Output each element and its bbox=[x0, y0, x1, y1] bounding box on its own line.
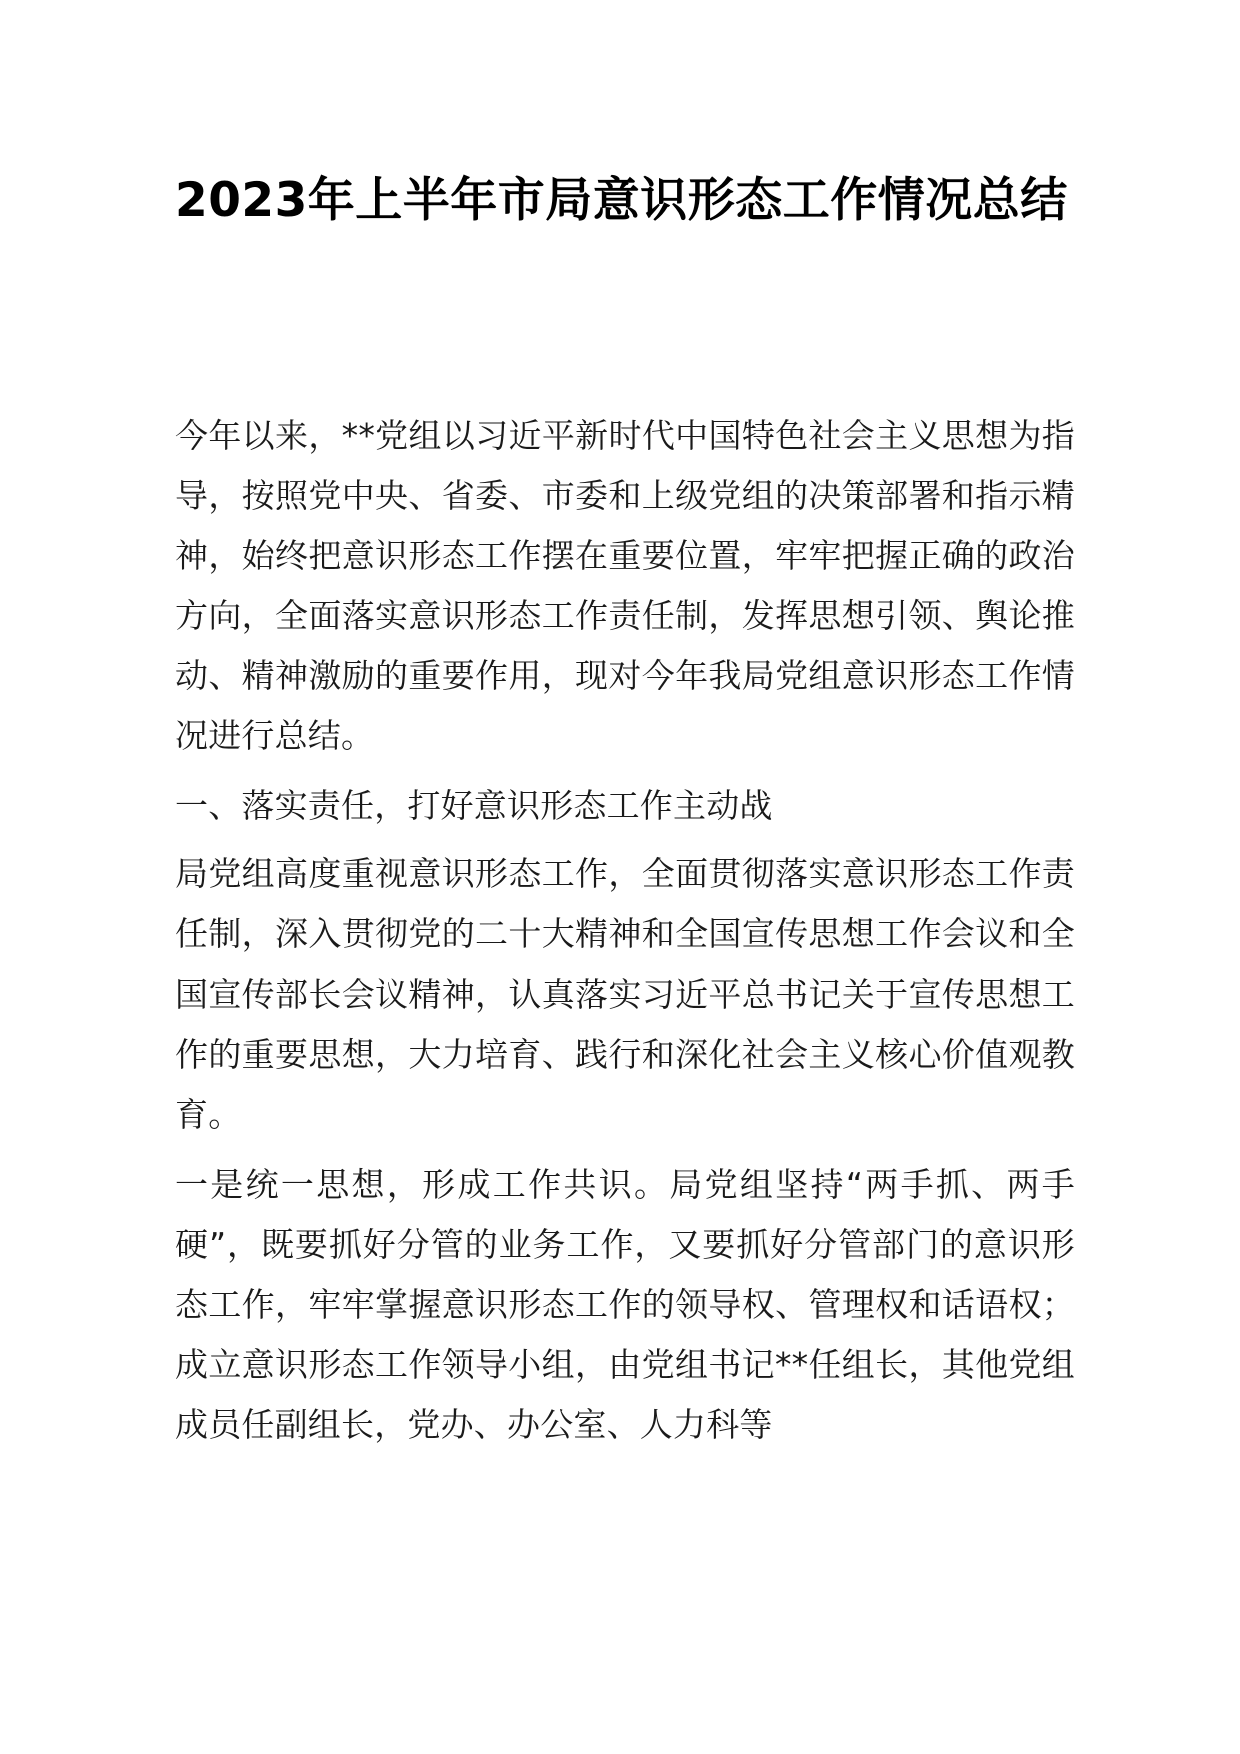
document-body bbox=[175, 406, 1075, 1455]
paragraph-section-1-body: 局党组高度重视意识形态工作，全面贯彻落实意识形态工作责任制，深入贯彻党的二十大精神和全国宣传思想工作会议和全国宣传部长会议精神，认真落实习近平总书记关于宣传思想工作的重要思想，大力培育、践行和深化社会主义核心价值观教育。 bbox=[175, 854, 1075, 1134]
paragraph-intro: 今年以来，**党组以习近平新时代中国特色社会主义思想为指导，按照党中央、省委、市委和上级党组的决策部署和指示精神，始终把意识形态工作摆在重要位置，牢牢把握正确的政治方向，全面落实意识形态工作责任制，发挥思想引领、舆论推动、精神激励的重要作用，现对今年我局党组意识形态工作情况进行总结。 bbox=[175, 416, 1075, 756]
paragraph-section-heading-1: 一、落实责任，打好意识形态工作主动战 bbox=[175, 786, 773, 826]
page-title: 2023年上半年市局意识形态工作情况总结 bbox=[175, 173, 1068, 228]
paragraph-section-1-point-1: 一是统一思想，形成工作共识。局党组坚持“两手抓、两手硬”，既要抓好分管的业务工作，又要抓好分管部门的意识形态工作，牢牢掌握意识形态工作的领导权、管理权和话语权；成立意识形态工作领导小组，由党组书记**任组长，其他党组成员任副组长，党办、办公室、人力科等 bbox=[175, 1164, 1075, 1444]
